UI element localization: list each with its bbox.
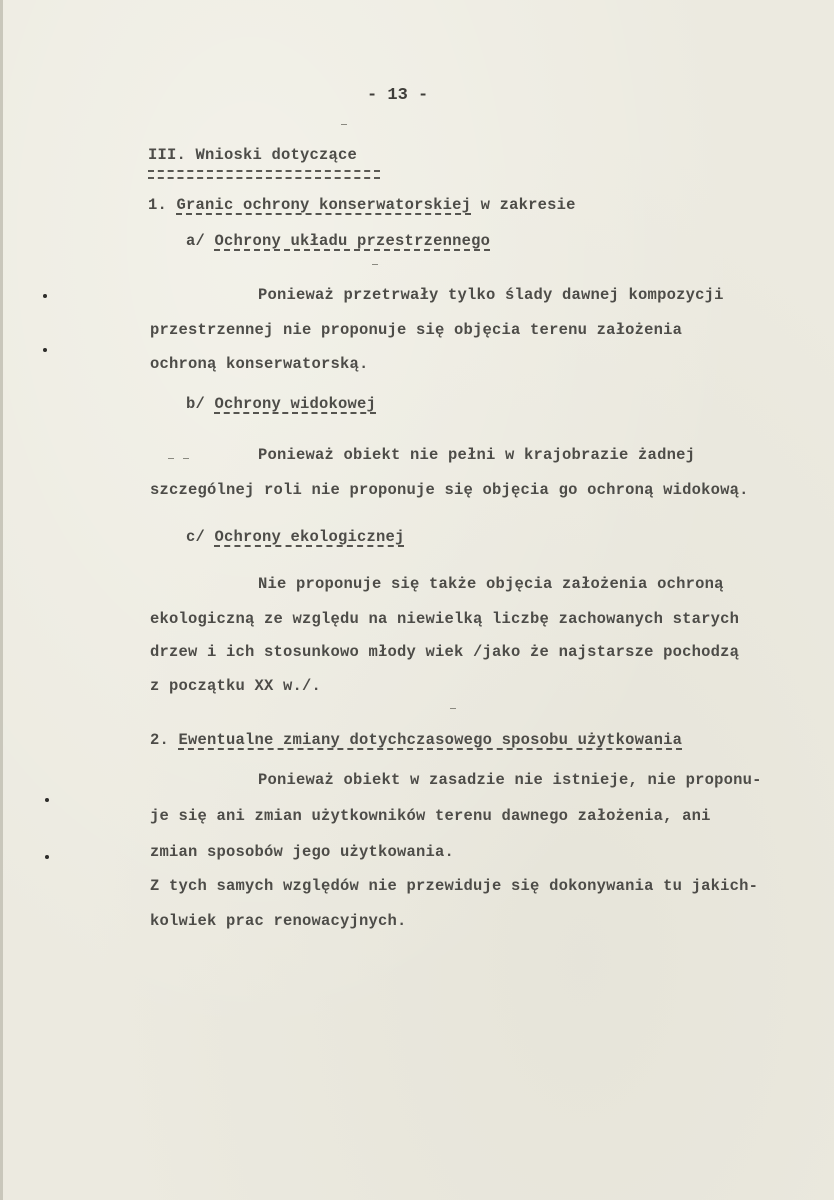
margin-mark [45,798,49,802]
subitem-c-heading [186,528,405,546]
subitem-a-heading [186,232,490,250]
stray-dash [450,708,456,709]
subitem-a-title: Ochrony układu przestrzennego [214,232,491,250]
item-2-number: 2. [150,731,170,749]
item-2-title: Ewentualne zmiany dotychczasowego sposobu użytkowania [178,731,683,749]
page-edge [0,0,3,1200]
subitem-c-title: Ochrony ekologicznej [214,528,405,546]
item-1-heading [148,196,576,214]
heading-double-underline [148,170,380,179]
subitem-c-label: c/ [186,528,206,546]
subitem-a-line-3: ochroną konserwatorską. [150,355,369,373]
item-2-line-5: kolwiek prac renowacyjnych. [150,912,407,930]
subitem-a-line-2: przestrzennej nie proponuje się objęcia terenu założenia [150,321,683,339]
item-1-title-rest: w zakresie [471,196,576,214]
stray-dash [183,458,189,459]
subitem-b-heading [186,395,376,413]
subitem-c-line-1: Nie proponuje się także objęcia założenia ochroną [258,575,724,593]
item-2-line-1: Ponieważ obiekt w zasadzie nie istnieje, nie proponu- [258,771,762,789]
page-number: - 13 - [367,86,429,105]
margin-mark [43,348,47,352]
stray-dash [168,458,174,459]
subitem-b-line-1: Ponieważ obiekt nie pełni w krajobrazie żadnej [258,446,696,464]
item-2-line-3: zmian sposobów jego użytkowania. [150,843,455,861]
subitem-b-title: Ochrony widokowej [214,395,377,413]
subitem-a-line-1: Ponieważ przetrwały tylko ślady dawnej kompozycji [258,286,724,304]
item-1-title: Granic ochrony konserwatorskiej [176,196,472,214]
subitem-a-label: a/ [186,232,206,250]
stray-dash [372,264,378,265]
item-2-line-2: je się ani zmian użytkowników terenu dawnego założenia, ani [150,807,711,825]
item-2-line-4: Z tych samych względów nie przewiduje się dokonywania tu jakich- [150,877,759,895]
margin-mark [43,294,47,298]
stray-dash [341,124,347,125]
subitem-c-line-2: ekologiczną ze względu na niewielką liczbę zachowanych starych [150,610,740,628]
item-2-heading [150,731,682,749]
section-heading: III. Wnioski dotyczące [148,146,358,164]
margin-mark [45,855,49,859]
subitem-c-line-4: z początku XX w./. [150,677,322,695]
subitem-b-label: b/ [186,395,206,413]
subitem-c-line-3: drzew i ich stosunkowo młody wiek /jako że najstarsze pochodzą [150,643,740,661]
item-1-number: 1. [148,196,168,214]
subitem-b-line-2: szczególnej roli nie proponuje się objęcia go ochroną widokową. [150,481,749,499]
